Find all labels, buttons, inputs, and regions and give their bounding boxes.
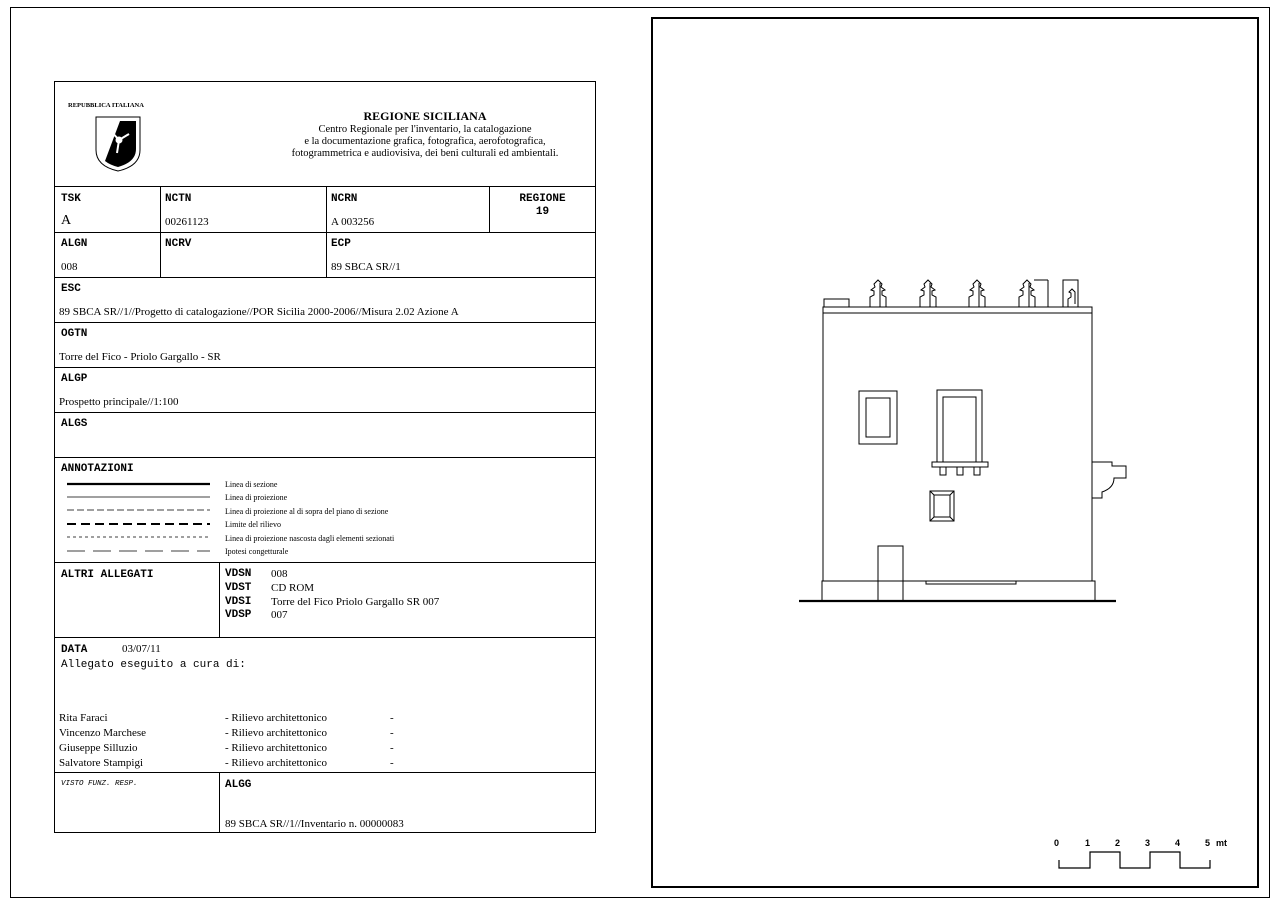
ncrv-label: NCRV — [165, 238, 192, 250]
scale-tick-label: 0 — [1054, 838, 1060, 848]
center-line-3: fotogrammetrica e audiovisiva, dei beni culturali ed ambientali. — [291, 148, 559, 159]
ecp-label: ECP — [331, 238, 351, 250]
divider — [219, 562, 220, 637]
legend-label: Ipotesi congetturale — [225, 547, 289, 556]
scale-tick-label: 4 — [1175, 838, 1181, 848]
person-dash: - — [390, 727, 394, 739]
center-line-1: Centro Regionale per l'inventario, la catalogazione — [318, 124, 532, 135]
scale-tick-label: 5 — [1205, 838, 1211, 848]
drawing-panel — [651, 17, 1259, 888]
legend-label: Linea di proiezione nascosta dagli elementi sezionati — [225, 534, 395, 543]
algp-label: ALGP — [61, 373, 88, 385]
person-name: Vincenzo Marchese — [59, 727, 146, 739]
divider — [55, 277, 595, 278]
person-role: - Rilievo architettonico — [225, 727, 328, 739]
legend-label: Linea di sezione — [225, 480, 278, 489]
vdsn-label: VDSN — [225, 568, 252, 580]
tsk-label: TSK — [61, 193, 81, 205]
tower-elevation-drawing — [653, 19, 1257, 886]
visto-label: VISTO FUNZ. RESP. — [61, 780, 138, 788]
scale-tick-label: 1 — [1085, 838, 1091, 848]
window-left — [859, 391, 897, 444]
regione-value: 19 — [535, 206, 550, 218]
legend-label: Limite del rilievo — [225, 520, 281, 529]
person-name: Giuseppe Silluzio — [59, 742, 138, 754]
door — [878, 546, 903, 601]
balcony — [932, 462, 988, 467]
vdsp-label: VDSP — [225, 609, 252, 621]
divider — [55, 637, 595, 638]
divider — [326, 186, 327, 277]
center-line-2: e la documentazione grafica, fotografica, aerofotografica, — [304, 136, 546, 147]
region-title: REGIONE SICILIANA — [363, 109, 487, 123]
legend-label: Linea di proiezione al di sopra del piano di sezione — [225, 507, 389, 516]
person-dash: - — [390, 742, 394, 754]
ecp-value: 89 SBCA SR//1 — [331, 261, 401, 273]
scale-unit: mt — [1216, 838, 1227, 848]
divider — [55, 562, 595, 563]
parapet-block — [824, 299, 849, 307]
merlon — [1019, 280, 1048, 307]
data-subtitle: Allegato eseguito a cura di: — [61, 659, 246, 671]
person-role: - Rilievo architettonico — [225, 742, 328, 754]
corbel — [1092, 462, 1126, 498]
person-name: Salvatore Stampigi — [59, 757, 144, 769]
ogtn-value: Torre del Fico - Priolo Gargallo - SR — [59, 351, 221, 363]
vdsi-value: Torre del Fico Priolo Gargallo SR 007 — [271, 596, 440, 608]
vdsn-value: 008 — [271, 568, 288, 580]
divider — [219, 772, 220, 832]
esc-label: ESC — [61, 283, 81, 295]
window-center — [937, 390, 982, 462]
algn-value: 008 — [61, 261, 78, 273]
divider — [55, 412, 595, 413]
regione-label: REGIONE — [519, 193, 566, 205]
merlon — [870, 280, 886, 307]
person-role: - Rilievo architettonico — [225, 757, 328, 769]
scale-tick-label: 2 — [1115, 838, 1121, 848]
merlon — [969, 280, 985, 307]
republic-label: REPUBBLICA ITALIANA — [68, 102, 144, 109]
merlon — [1063, 280, 1078, 307]
tsk-value: A — [61, 213, 72, 228]
vdst-label: VDST — [225, 582, 252, 594]
nctn-label: NCTN — [165, 193, 192, 205]
annotations-title: ANNOTAZIONI — [61, 463, 134, 475]
scale-tick-label: 3 — [1145, 838, 1151, 848]
algs-label: ALGS — [61, 418, 88, 430]
divider — [55, 232, 595, 233]
data-label: DATA — [61, 644, 88, 656]
nctn-value: 00261123 — [165, 216, 209, 228]
algp-value: Prospetto principale//1:100 — [59, 396, 179, 408]
vdsi-label: VDSI — [225, 596, 252, 608]
line-legend — [65, 479, 215, 559]
allegati-title: ALTRI ALLEGATI — [61, 569, 154, 581]
sicily-emblem-icon — [95, 116, 141, 172]
scale-bar — [1059, 852, 1210, 868]
divider — [55, 772, 595, 773]
vdsp-value: 007 — [271, 609, 288, 621]
person-dash: - — [390, 712, 394, 724]
person-role: - Rilievo architettonico — [225, 712, 328, 724]
algg-value: 89 SBCA SR//1//Inventario n. 00000083 — [225, 818, 404, 830]
merlon — [920, 280, 936, 307]
person-name: Rita Faraci — [59, 712, 108, 724]
person-dash: - — [390, 757, 394, 769]
algg-label: ALGG — [225, 779, 252, 791]
ncrn-label: NCRN — [331, 193, 358, 205]
ncrn-value: A 003256 — [331, 216, 375, 228]
divider — [55, 367, 595, 368]
data-date: 03/07/11 — [122, 643, 161, 655]
catalog-sheet — [54, 81, 596, 833]
esc-value: 89 SBCA SR//1//Progetto di catalogazione//POR Sicilia 2000-2006//Misura 2.02 Azione A — [59, 306, 459, 318]
ogtn-label: OGTN — [61, 328, 88, 340]
divider — [55, 186, 595, 187]
algn-label: ALGN — [61, 238, 88, 250]
divider — [55, 457, 595, 458]
divider — [55, 322, 595, 323]
legend-label: Linea di proiezione — [225, 493, 288, 502]
divider — [160, 186, 161, 277]
vdst-value: CD ROM — [271, 582, 315, 594]
